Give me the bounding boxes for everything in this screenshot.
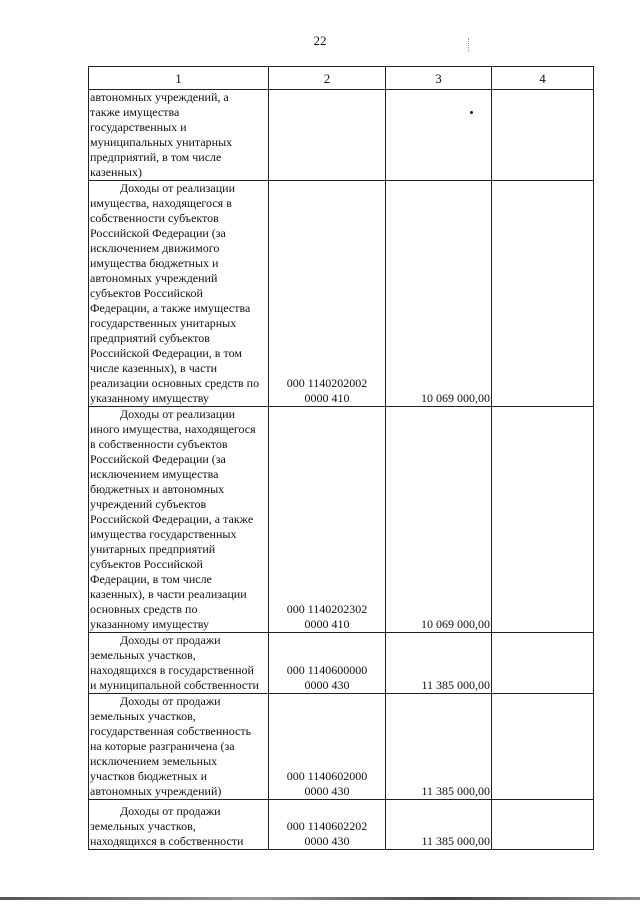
- header-col-1: 1: [89, 67, 269, 90]
- row-note: [492, 694, 594, 800]
- header-col-3: 3: [386, 67, 492, 90]
- page-number: 22: [313, 33, 327, 48]
- row-name: Доходы от реализации имущества, находящегося в собственности субъектов Российской Федерации (за исключением движимого имущества бюджетных и автономных учреждений субъектов Российской Федерации, а также имущества государственных унитарных предприятий субъектов Российской Федерации, в том числе казенных), в части реализации основных средств по указанному имуществу: [89, 181, 269, 407]
- row-amount: 10 069 000,00: [386, 407, 492, 633]
- table-row: [89, 694, 594, 800]
- header-col-2: 2: [269, 67, 386, 90]
- row-note: [492, 800, 594, 850]
- row-code: 000 1140602000 0000 430: [269, 694, 386, 800]
- row-code: 000 1140602202 0000 430: [269, 800, 386, 850]
- row-amount: 11 385 000,00: [386, 800, 492, 850]
- row-note: [492, 633, 594, 694]
- row-note: [492, 181, 594, 407]
- row-note: [492, 90, 594, 181]
- row-note: [492, 407, 594, 633]
- row-name: Доходы от продажи земельных участков, государственная собственность на которые разграничена (за исключением земельных участков бюджетных и автономных учреждений): [89, 694, 269, 800]
- row-name: Доходы от продажи земельных участков, находящихся в государственной и муниципальной собственности: [89, 633, 269, 694]
- row-code: 000 1140202002 0000 410: [269, 181, 386, 407]
- row-amount: 11 385 000,00: [386, 633, 492, 694]
- table-row: [89, 407, 594, 633]
- row-name: Доходы от реализации иного имущества, находящегося в собственности субъектов Российской Федерации (за исключением имущества бюджетных и автономных учреждений субъектов Российской Федерации, а также имущества государственных унитарных предприятий субъектов Российской Федерации, в том числе казенных), в части реализации основных средств по указанному имуществу: [89, 407, 269, 633]
- table-row: [89, 800, 594, 850]
- row-name: автономных учреждений, а также имущества государственных и муниципальных унитарных предприятий, в том числе казенных): [89, 90, 269, 181]
- row-amount: [386, 90, 492, 181]
- table-row: [89, 181, 594, 407]
- table-header-row: [89, 67, 594, 90]
- revenue-table: [88, 66, 594, 850]
- row-amount: 10 069 000,00: [386, 181, 492, 407]
- scan-artifact-mark: [468, 38, 473, 52]
- row-name: Доходы от продажи земельных участков, находящихся в собственности: [89, 800, 269, 850]
- table-row: [89, 633, 594, 694]
- header-col-4: 4: [492, 67, 594, 90]
- row-code: [269, 90, 386, 181]
- row-code: 000 1140600000 0000 430: [269, 633, 386, 694]
- table-row: [89, 90, 594, 181]
- row-code: 000 1140202302 0000 410: [269, 407, 386, 633]
- page-bottom-edge: [0, 897, 640, 900]
- row-amount: 11 385 000,00: [386, 694, 492, 800]
